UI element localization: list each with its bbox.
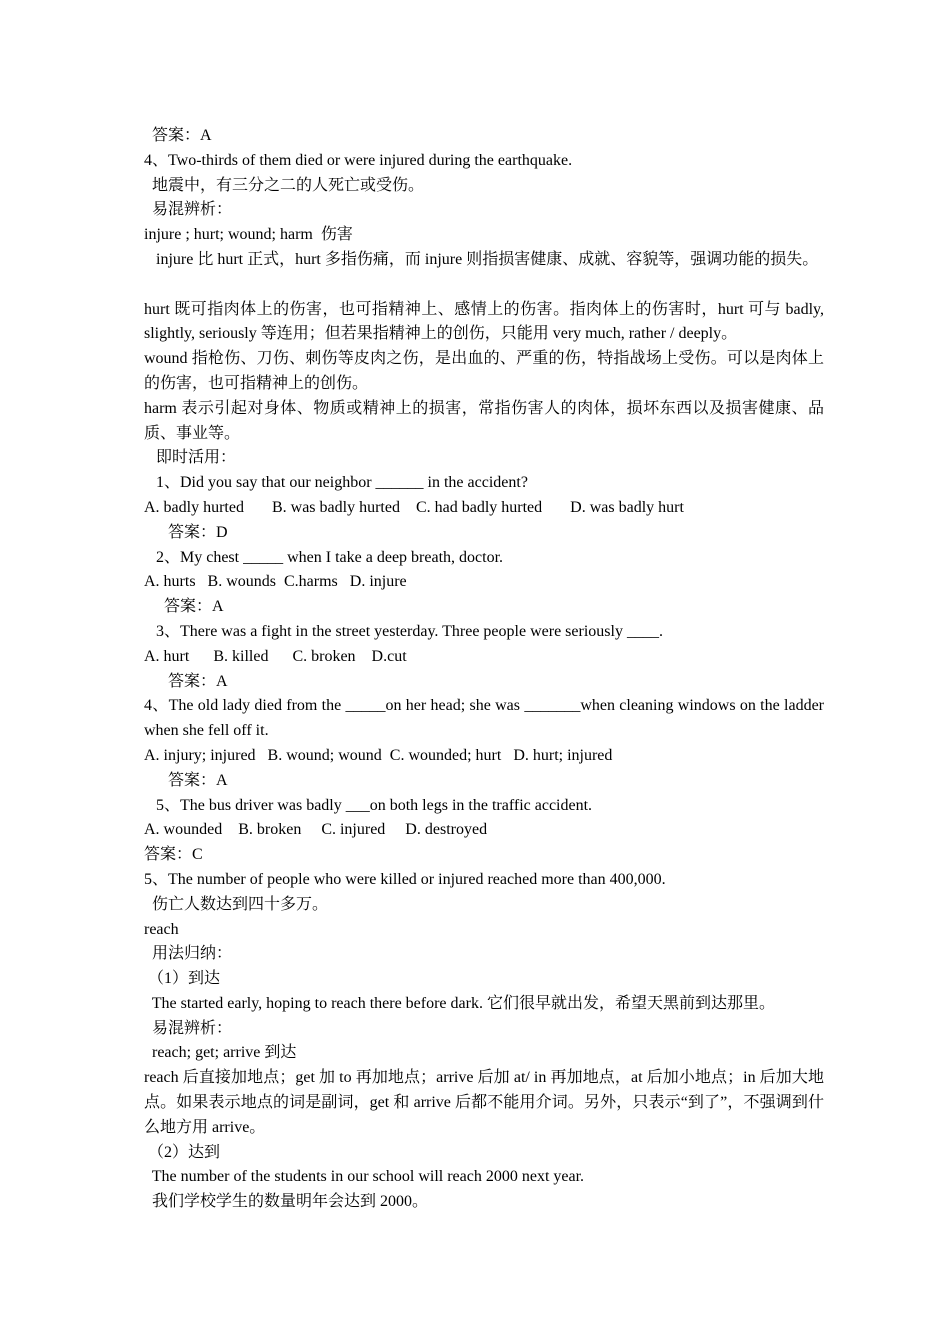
text-line: （2）达到 xyxy=(144,1143,221,1161)
text-line: 用法归纳： xyxy=(144,945,233,963)
text-line: A. badly hurted B. was badly hurted C. had badly hurted D. was badly hurt xyxy=(144,498,684,516)
text-line: 3、There was a fight in the street yesterday. Three people were seriously ____. xyxy=(144,622,663,640)
text-line: 易混辨析： xyxy=(144,1019,233,1037)
document-page xyxy=(144,124,824,1215)
text-line: 4、The old lady died from the _____on her head; she was _______when cleaning windows on the ladder when she fell off it. xyxy=(144,697,824,740)
text-line: 答案：A xyxy=(144,598,224,616)
text-line: 答案：C xyxy=(144,846,203,864)
text-line: 5、The bus driver was badly ___on both legs in the traffic accident. xyxy=(144,796,593,814)
text-line: wound 指枪伤、刀伤、刺伤等皮肉之伤，是出血的、严重的伤，特指战场上受伤。可以是肉体上的伤害，也可指精神上的创伤。 xyxy=(144,350,824,392)
text-line: harm 表示引起对身体、物质或精神上的损害，常指伤害人的肉体，损坏东西以及损害健康、品质、事业等。 xyxy=(144,399,824,442)
text-line: A. hurt B. killed C. broken D.cut xyxy=(144,647,407,665)
text-line: 答案：A xyxy=(144,127,212,144)
text-line: A. hurts B. wounds C.harms D. injure xyxy=(144,573,407,591)
text-line: 1、Did you say that our neighbor ______ in the accident? xyxy=(144,474,528,492)
text-line: 易混辨析： xyxy=(144,201,233,219)
text-line: The started early, hoping to reach there before dark. 它们很早就出发，希望天黑前到达那里。 xyxy=(144,994,775,1012)
text-line: A. wounded B. broken C. injured D. destroyed xyxy=(144,821,488,839)
text-line: 5、The number of people who were killed or injured reached more than 400,000. xyxy=(144,870,666,888)
text-line: The number of the students in our school will reach 2000 next year. xyxy=(144,1168,585,1186)
text-line: reach 后直接加地点；get 加 to 再加地点；arrive 后加 at/ in 再加地点，at 后加小地点；in 后加大地点。如果表示地点的词是副词，get 和 arrive 后都不能用介词。另外，只表示“到了”，不强调到什么地方用 arrive。 xyxy=(144,1069,824,1136)
text-line: hurt 既可指肉体上的伤害，也可指精神上、感情上的伤害。指肉体上的伤害时，hurt 可与 badly, slightly, seriously 等连用；但若果指精神上的创伤，只能用 very much, rather / deeply。 xyxy=(144,300,824,343)
text-line: 答案：A xyxy=(144,771,228,789)
text-line: 我们学校学生的数量明年会达到 2000。 xyxy=(144,1193,429,1211)
text-line: 2、My chest _____ when I take a deep breath, doctor. xyxy=(144,548,504,566)
text-line: injure 比 hurt 正式，hurt 多指伤痛，而 injure 则指损害健康、成就、容貌等，强调功能的损失。 xyxy=(144,250,819,268)
text-line: 即时活用： xyxy=(144,449,237,467)
text-line: 伤亡人数达到四十多万。 xyxy=(144,895,329,913)
text-line: 地震中，有三分之二的人死亡或受伤。 xyxy=(144,176,425,194)
text-line: 4、Two-thirds of them died or were injured during the earthquake. xyxy=(144,151,573,169)
text-line: reach xyxy=(144,920,179,938)
text-line: 答案：A xyxy=(144,672,228,690)
text-line: （1）到达 xyxy=(144,970,221,988)
text-line: 答案：D xyxy=(144,523,228,541)
text-line: reach; get; arrive 到达 xyxy=(144,1044,297,1062)
blank-line xyxy=(144,273,824,298)
text-line: injure ; hurt; wound; harm 伤害 xyxy=(144,226,353,244)
text-line: A. injury; injured B. wound; wound C. wounded; hurt D. hurt; injured xyxy=(144,746,613,764)
